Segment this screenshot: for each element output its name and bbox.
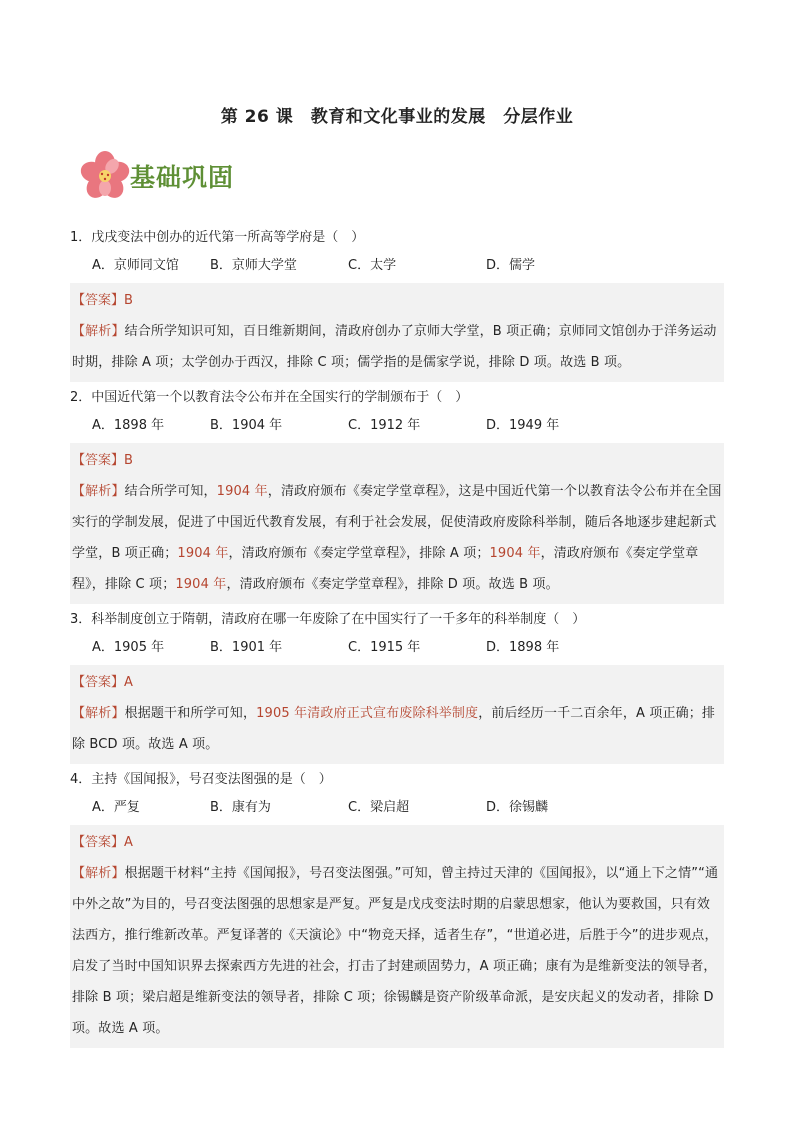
explanation-text: ，前后经历一千二百余年，A 项正确；排除 BCD 项。故选 A 项。 xyxy=(72,706,716,752)
explanation-label: 【解析】 xyxy=(72,866,125,881)
option-a: A．1898 年 xyxy=(92,418,165,433)
option-c: C．梁启超 xyxy=(348,800,410,815)
section-header xyxy=(76,148,234,204)
option-row xyxy=(70,633,724,663)
option-c: C．太学 xyxy=(348,258,397,273)
answer-label: 【答案】 xyxy=(72,835,125,850)
question-3 xyxy=(70,606,724,764)
option-c: C．1915 年 xyxy=(348,640,421,655)
answer-value: A xyxy=(124,675,133,690)
question-stem: 3．科举制度创立于隋朝，清政府在哪一年废除了在中国实行了一千多年的科举制度（ ） xyxy=(70,612,586,627)
option-b: B．1901 年 xyxy=(210,640,283,655)
answer-box xyxy=(70,283,724,382)
question-stem: 2．中国近代第一个以教育法令公布并在全国实行的学制颁布于（ ） xyxy=(70,390,469,405)
answer-line xyxy=(72,667,722,698)
answer-value: A xyxy=(124,835,133,850)
option-a: A．京师同文馆 xyxy=(92,258,179,273)
question-stem: 1．戊戌变法中创办的近代第一所高等学府是（ ） xyxy=(70,230,365,245)
answer-value: B xyxy=(124,453,133,468)
section-title: 基础巩固 xyxy=(130,163,235,192)
answer-box xyxy=(70,443,724,604)
explanation-text: 结合所学知识可知，百日维新期间，清政府创办了京师大学堂，B 项正确；京师同文馆创办于洋务运动时期，排除 A 项；太学创办于西汉，排除 C 项；儒学指的是儒家学说，排除 D 项。故选 B 项。 xyxy=(72,324,717,370)
answer-label: 【答案】 xyxy=(72,453,125,468)
explanation xyxy=(72,476,722,600)
answer-value: B xyxy=(124,293,133,308)
option-row xyxy=(70,793,724,823)
explanation-text: ，清政府颁布《奏定学堂章程》，排除 A 项； xyxy=(228,546,490,561)
explanation-label: 【解析】 xyxy=(72,706,125,721)
option-d: D．儒学 xyxy=(486,258,536,273)
answer-line xyxy=(72,285,722,316)
explanation-text: 根据题干材料“主持《国闻报》，号召变法图强。”可知，曾主持过天津的《国闻报》，以“通上下之情”“通中外之故”为目的，号召变法图强的思想家是严复。严复是戊戌变法时期的启蒙思想家，他认为要救国，只有效法西方，推行维新改革。严复译著的《天演论》中“物竞天择，适者生存”，“世道必进，后胜于今”的进步观点，启发了当时中国知识界去探索西方先进的社会，打击了封建顽固势力，A 项正确；康有为是维新变法的领导者，排除 B 项；梁启超是维新变法的领导者，排除 C 项；徐锡麟是资产阶级革命派，是安庆起义的发动者，排除 D 项。故选 A 项。 xyxy=(72,866,719,1036)
question-2 xyxy=(70,384,724,604)
questions-list xyxy=(70,222,724,1050)
option-c: C．1912 年 xyxy=(348,418,421,433)
answer-line xyxy=(72,827,722,858)
explanation-text: 结合所学可知， xyxy=(124,484,217,499)
option-b: B．康有为 xyxy=(210,800,271,815)
explanation-highlight: 1904 年 xyxy=(177,546,229,561)
answer-box xyxy=(70,825,724,1048)
option-a: A．1905 年 xyxy=(92,640,165,655)
plum-blossom-icon xyxy=(76,148,134,204)
explanation-highlight: 1905 年清政府正式宣布废除科举制度 xyxy=(256,706,479,721)
explanation-label: 【解析】 xyxy=(72,324,125,339)
explanation xyxy=(72,316,722,378)
explanation-text: ，清政府颁布《奏定学堂章程》，这是中国近代第一个以教育法令公布并在全国实行的学制发展，促进了中国近代教育发展，有利于社会发展，促使清政府废除科举制，随后各地逐步建起新式学堂，B 项正确； xyxy=(72,484,722,561)
explanation-highlight: 1904 年 xyxy=(489,546,541,561)
answer-label: 【答案】 xyxy=(72,293,125,308)
answer-box xyxy=(70,665,724,764)
explanation xyxy=(72,858,722,1044)
question-4 xyxy=(70,766,724,1048)
option-d: D．徐锡麟 xyxy=(486,800,549,815)
option-d: D．1898 年 xyxy=(486,640,560,655)
option-a: A．严复 xyxy=(92,800,140,815)
option-b: B．京师大学堂 xyxy=(210,258,297,273)
option-b: B．1904 年 xyxy=(210,418,283,433)
explanation-text: 根据题干和所学可知， xyxy=(124,706,257,721)
answer-label: 【答案】 xyxy=(72,675,125,690)
option-row xyxy=(70,251,724,281)
explanation-label: 【解析】 xyxy=(72,484,125,499)
question-stem: 4．主持《国闻报》，号召变法图强的是（ ） xyxy=(70,772,332,787)
question-1 xyxy=(70,224,724,382)
option-row xyxy=(70,411,724,441)
explanation-text: ，清政府颁布《奏定学堂章程》，排除 C 项； xyxy=(72,546,699,592)
page-title: 第 26 课 教育和文化事业的发展 分层作业 xyxy=(220,107,574,127)
explanation-highlight: 1904 年 xyxy=(216,484,268,499)
explanation-text: ，清政府颁布《奏定学堂章程》，排除 D 项。故选 B 项。 xyxy=(226,577,559,592)
option-d: D．1949 年 xyxy=(486,418,560,433)
explanation xyxy=(72,698,722,760)
explanation-highlight: 1904 年 xyxy=(175,577,227,592)
answer-line xyxy=(72,445,722,476)
